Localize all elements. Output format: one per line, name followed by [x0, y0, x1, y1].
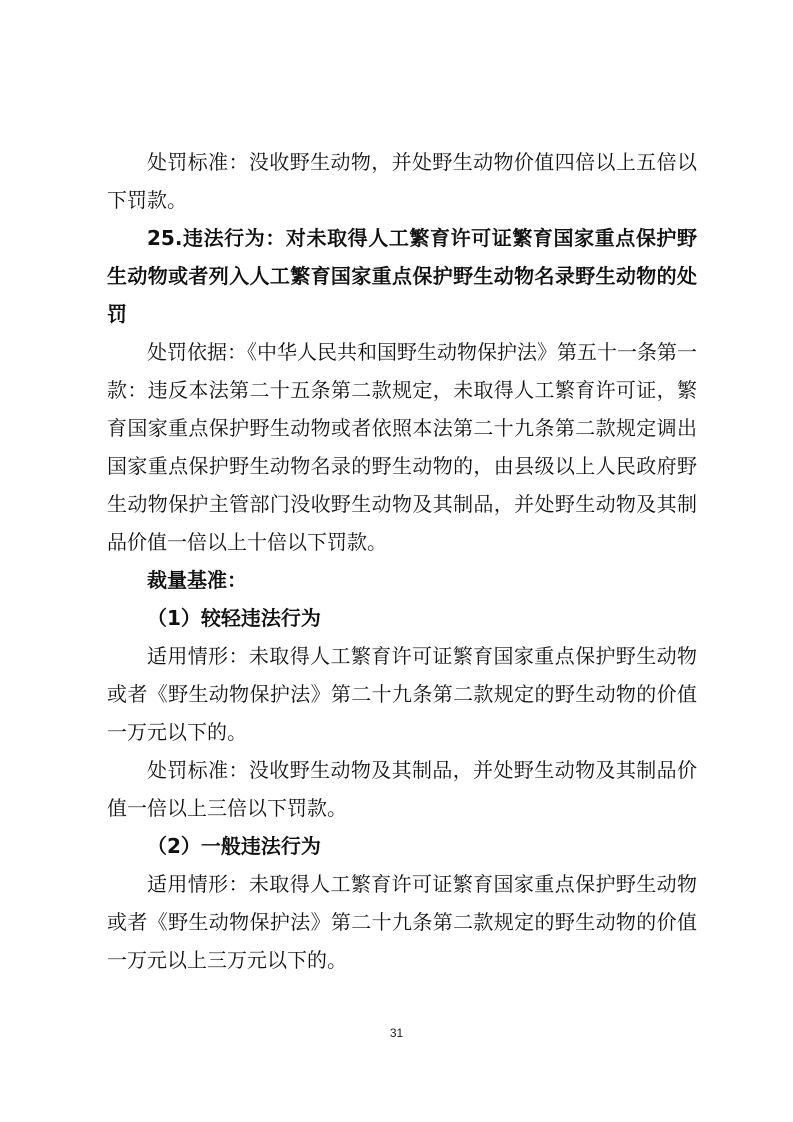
penalty-standard-paragraph: 处罚标准：没收野生动物，并处野生动物价值四倍以上五倍以下罚款。: [107, 150, 697, 212]
penalty-standard-paragraph: 处罚标准：没收野生动物及其制品，并处野生动物及其制品价值一倍以上三倍以下罚款。: [107, 758, 697, 820]
penalty-basis-paragraph: 处罚依据：《中华人民共和国野生动物保护法》第五十一条第一款：违反本法第二十五条第二款规定，未取得人工繁育许可证，繁育国家重点保护野生动物或者依照本法第二十九条第二款规定调出国家重点保护野生动物名录的野生动物的，由县级以上人民政府野生动物保护主管部门没收野生动物及其制品，并处野生动物及其制品价值一倍以上十倍以下罚款。: [107, 340, 697, 554]
page-number: 31: [389, 1026, 404, 1040]
section-heading: 25.违法行为：对未取得人工繁育许可证繁育国家重点保护野生动物或者列入人工繁育国家重点保护野生动物名录野生动物的处罚: [107, 226, 697, 326]
general-violation-heading: （2）一般违法行为: [147, 834, 321, 858]
minor-violation-heading: （1）较轻违法行为: [147, 606, 321, 630]
applicable-situation-paragraph: 适用情形：未取得人工繁育许可证繁育国家重点保护野生动物或者《野生动物保护法》第二十九条第二款规定的野生动物的价值一万元以下的。: [107, 644, 697, 744]
applicable-situation-paragraph: 适用情形：未取得人工繁育许可证繁育国家重点保护野生动物或者《野生动物保护法》第二十九条第二款规定的野生动物的价值一万元以上三万元以下的。: [107, 872, 697, 972]
document-body: [107, 143, 697, 979]
discretion-standard-heading: 裁量基准：: [147, 568, 247, 592]
